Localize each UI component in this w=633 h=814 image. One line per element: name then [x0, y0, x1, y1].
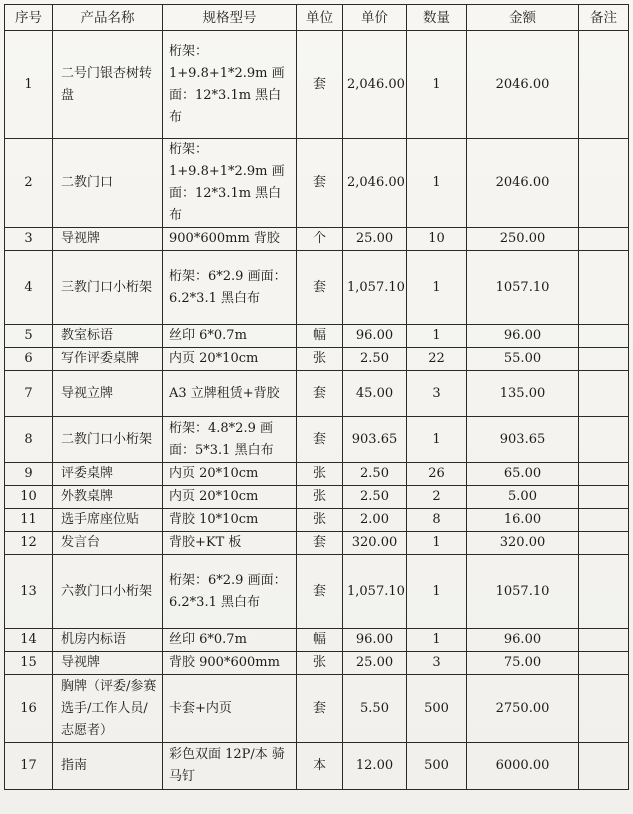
cell-amount: 903.65: [467, 417, 579, 463]
cell-note: [579, 31, 629, 139]
cell-note: [579, 417, 629, 463]
cell-qty: 1: [407, 251, 467, 325]
cell-qty: 1: [407, 417, 467, 463]
header-amount: 金额: [467, 5, 579, 31]
table-row: [5, 371, 629, 417]
cell-amount: 1057.10: [467, 251, 579, 325]
cell-name: 六教门口小桁架: [53, 555, 163, 629]
table-header-row: [5, 5, 629, 31]
cell-no: 6: [5, 348, 53, 371]
cell-note: [579, 675, 629, 743]
cell-spec: 桁架：1+9.8+1*2.9m 画面：12*3.1m 黑白布: [163, 139, 297, 228]
cell-amount: 1057.10: [467, 555, 579, 629]
cell-price: 2.00: [343, 509, 407, 532]
cell-price: 12.00: [343, 743, 407, 790]
cell-note: [579, 629, 629, 652]
cell-qty: 1: [407, 532, 467, 555]
cell-price: 320.00: [343, 532, 407, 555]
cell-qty: 1: [407, 325, 467, 348]
header-unit: 单位: [297, 5, 343, 31]
cell-no: 10: [5, 486, 53, 509]
cell-name: 胸牌（评委/参赛选手/工作人员/志愿者）: [53, 675, 163, 743]
cell-amount: 320.00: [467, 532, 579, 555]
cell-amount: 135.00: [467, 371, 579, 417]
table-row: [5, 629, 629, 652]
cell-unit: 张: [297, 509, 343, 532]
cell-name: 指南: [53, 743, 163, 790]
cell-unit: 套: [297, 251, 343, 325]
table-row: [5, 139, 629, 228]
cell-note: [579, 463, 629, 486]
cell-name: 二教门口小桁架: [53, 417, 163, 463]
cell-price: 2.50: [343, 348, 407, 371]
cell-name: 三教门口小桁架: [53, 251, 163, 325]
cell-qty: 1: [407, 31, 467, 139]
cell-qty: 26: [407, 463, 467, 486]
cell-unit: 套: [297, 675, 343, 743]
cell-qty: 500: [407, 743, 467, 790]
cell-unit: 套: [297, 371, 343, 417]
cell-note: [579, 371, 629, 417]
cell-spec: 丝印 6*0.7m: [163, 325, 297, 348]
cell-no: 16: [5, 675, 53, 743]
cell-name: 发言台: [53, 532, 163, 555]
cell-price: 25.00: [343, 652, 407, 675]
cell-no: 2: [5, 139, 53, 228]
table-row: [5, 417, 629, 463]
table-row: [5, 509, 629, 532]
cell-unit: 张: [297, 348, 343, 371]
cell-no: 11: [5, 509, 53, 532]
cell-unit: 套: [297, 417, 343, 463]
cell-no: 4: [5, 251, 53, 325]
cell-qty: 22: [407, 348, 467, 371]
cell-amount: 2046.00: [467, 139, 579, 228]
header-spec: 规格型号: [163, 5, 297, 31]
cell-amount: 75.00: [467, 652, 579, 675]
cell-qty: 10: [407, 228, 467, 251]
cell-note: [579, 139, 629, 228]
cell-amount: 65.00: [467, 463, 579, 486]
header-note: 备注: [579, 5, 629, 31]
cell-spec: 背胶 10*10cm: [163, 509, 297, 532]
cell-unit: 张: [297, 463, 343, 486]
cell-spec: 背胶+KT 板: [163, 532, 297, 555]
cell-unit: 个: [297, 228, 343, 251]
cell-qty: 2: [407, 486, 467, 509]
table-row: [5, 463, 629, 486]
cell-unit: 幅: [297, 325, 343, 348]
table-row: [5, 743, 629, 790]
cell-amount: 96.00: [467, 629, 579, 652]
cell-qty: 1: [407, 139, 467, 228]
cell-price: 1,057.10: [343, 251, 407, 325]
cell-qty: 3: [407, 371, 467, 417]
cell-spec: 彩色双面 12P/本 骑马钉: [163, 743, 297, 790]
table-row: [5, 31, 629, 139]
cell-qty: 3: [407, 652, 467, 675]
table-row: [5, 532, 629, 555]
table-row: [5, 251, 629, 325]
cell-qty: 1: [407, 555, 467, 629]
cell-price: 2,046.00: [343, 139, 407, 228]
cell-qty: 8: [407, 509, 467, 532]
cell-amount: 2750.00: [467, 675, 579, 743]
price-table: [4, 4, 629, 790]
cell-spec: 内页 20*10cm: [163, 348, 297, 371]
table-row: [5, 348, 629, 371]
cell-price: 2.50: [343, 486, 407, 509]
cell-unit: 套: [297, 555, 343, 629]
cell-name: 二号门银杏树转盘: [53, 31, 163, 139]
cell-spec: 内页 20*10cm: [163, 486, 297, 509]
cell-note: [579, 486, 629, 509]
cell-note: [579, 348, 629, 371]
cell-no: 12: [5, 532, 53, 555]
cell-spec: A3 立牌租赁+背胶: [163, 371, 297, 417]
cell-note: [579, 228, 629, 251]
header-qty: 数量: [407, 5, 467, 31]
cell-amount: 16.00: [467, 509, 579, 532]
cell-spec: 桁架：4.8*2.9 画面：5*3.1 黑白布: [163, 417, 297, 463]
cell-spec: 卡套+内页: [163, 675, 297, 743]
cell-qty: 1: [407, 629, 467, 652]
cell-no: 1: [5, 31, 53, 139]
cell-spec: 桁架：6*2.9 画面：6.2*3.1 黑白布: [163, 555, 297, 629]
header-no: 序号: [5, 5, 53, 31]
cell-note: [579, 652, 629, 675]
cell-name: 教室标语: [53, 325, 163, 348]
table-row: [5, 555, 629, 629]
cell-note: [579, 509, 629, 532]
table-row: [5, 325, 629, 348]
cell-no: 9: [5, 463, 53, 486]
cell-note: [579, 555, 629, 629]
table-row: [5, 486, 629, 509]
cell-unit: 张: [297, 486, 343, 509]
cell-name: 导视牌: [53, 652, 163, 675]
cell-amount: 2046.00: [467, 31, 579, 139]
cell-no: 17: [5, 743, 53, 790]
table-row: [5, 652, 629, 675]
cell-price: 96.00: [343, 325, 407, 348]
cell-name: 导视牌: [53, 228, 163, 251]
cell-name: 导视立牌: [53, 371, 163, 417]
cell-no: 13: [5, 555, 53, 629]
cell-no: 14: [5, 629, 53, 652]
table-row: [5, 675, 629, 743]
cell-spec: 内页 20*10cm: [163, 463, 297, 486]
cell-price: 45.00: [343, 371, 407, 417]
cell-spec: 丝印 6*0.7m: [163, 629, 297, 652]
cell-price: 25.00: [343, 228, 407, 251]
cell-name: 外教桌牌: [53, 486, 163, 509]
cell-no: 15: [5, 652, 53, 675]
cell-note: [579, 743, 629, 790]
cell-price: 1,057.10: [343, 555, 407, 629]
cell-price: 903.65: [343, 417, 407, 463]
cell-price: 2,046.00: [343, 31, 407, 139]
cell-note: [579, 251, 629, 325]
cell-name: 二教门口: [53, 139, 163, 228]
cell-no: 8: [5, 417, 53, 463]
cell-amount: 250.00: [467, 228, 579, 251]
cell-unit: 幅: [297, 629, 343, 652]
cell-spec: 900*600mm 背胶: [163, 228, 297, 251]
cell-price: 5.50: [343, 675, 407, 743]
cell-no: 7: [5, 371, 53, 417]
cell-name: 选手席座位贴: [53, 509, 163, 532]
cell-no: 3: [5, 228, 53, 251]
cell-name: 机房内标语: [53, 629, 163, 652]
cell-unit: 本: [297, 743, 343, 790]
cell-note: [579, 532, 629, 555]
cell-price: 96.00: [343, 629, 407, 652]
cell-note: [579, 325, 629, 348]
cell-unit: 套: [297, 139, 343, 228]
cell-unit: 套: [297, 532, 343, 555]
cell-spec: 桁架：1+9.8+1*2.9m 画面：12*3.1m 黑白布: [163, 31, 297, 139]
table-row: [5, 228, 629, 251]
cell-qty: 500: [407, 675, 467, 743]
cell-amount: 5.00: [467, 486, 579, 509]
cell-spec: 背胶 900*600mm: [163, 652, 297, 675]
cell-unit: 张: [297, 652, 343, 675]
cell-spec: 桁架：6*2.9 画面：6.2*3.1 黑白布: [163, 251, 297, 325]
cell-unit: 套: [297, 31, 343, 139]
cell-name: 评委桌牌: [53, 463, 163, 486]
header-name: 产品名称: [53, 5, 163, 31]
cell-price: 2.50: [343, 463, 407, 486]
cell-name: 写作评委桌牌: [53, 348, 163, 371]
cell-amount: 96.00: [467, 325, 579, 348]
cell-amount: 55.00: [467, 348, 579, 371]
cell-amount: 6000.00: [467, 743, 579, 790]
header-price: 单价: [343, 5, 407, 31]
cell-no: 5: [5, 325, 53, 348]
